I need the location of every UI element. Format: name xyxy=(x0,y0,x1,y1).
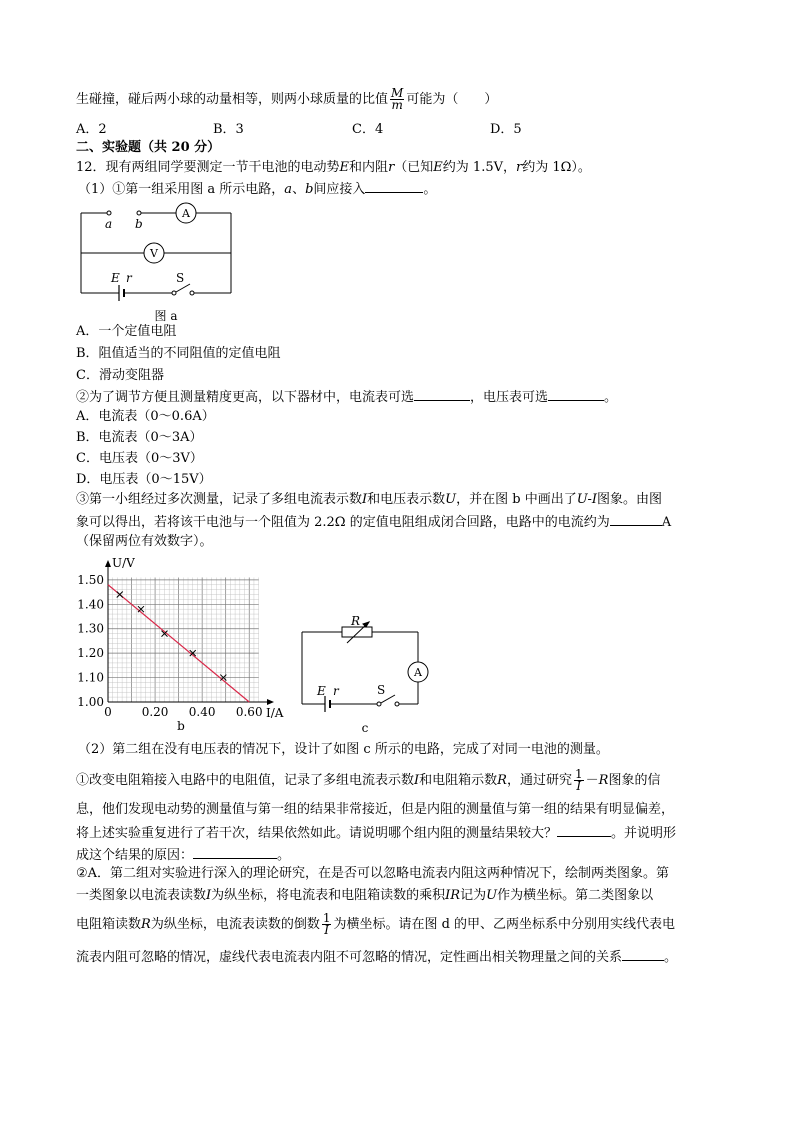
y-tick-label: 1.00 xyxy=(77,695,104,709)
option-2d[interactable]: D．电压表（0～15V） xyxy=(76,472,212,487)
x-tick-label: 0.20 xyxy=(141,705,169,719)
switch-label: S xyxy=(176,271,185,285)
q12-part6-line2: 一类图象以电流表读数I为纵坐标，将电流表和电阻箱读数的乘积IR记为U作为横坐标。第二类图象以 xyxy=(76,888,654,903)
y-tick-label: 1.30 xyxy=(77,621,104,636)
option-2a[interactable]: A．电流表（0～0.6A） xyxy=(76,409,215,424)
answer-blank-reason[interactable] xyxy=(193,844,277,859)
q12-part5-line1: ①改变电阻箱接入电路中的电阻值，记录了多组电流表示数I和电阻箱示数R，通过研究 $\frac{1}{I}$ －R图象的信 xyxy=(76,767,661,793)
y-tick-label: 1.10 xyxy=(77,670,104,685)
answer-blank-sketch[interactable] xyxy=(622,946,664,961)
answer-blank-ammeter[interactable] xyxy=(414,386,470,401)
x-tick-label: 0.40 xyxy=(188,705,216,719)
ui-chart-b xyxy=(70,555,295,735)
terminal-a-label: a xyxy=(105,217,113,231)
terminal-b-label: b xyxy=(135,217,143,231)
q12-part3-line1: ③第一小组经过多次测量，记录了多组电流表示数I和电压表示数U，并在图 b 中画出了U-I图象。由图 xyxy=(76,492,663,507)
x-axis-arrow xyxy=(267,699,274,705)
q12-intro: 12．现有两组同学要测定一节干电池的电动势E和内阻r（已知E约为 1.5V，r约为 1Ω）。 xyxy=(76,160,591,175)
answer-blank-ab[interactable] xyxy=(365,178,423,193)
q12-part6-line1: ②A．第二组对实验进行深入的理论研究，在是否可以忽略电流表内阻这两种情况下，绘制两类图象。第 xyxy=(76,866,670,881)
q12-part6-line3: 电阻箱读数R为纵坐标，电流表读数的倒数 $\frac{1}{I}$ 为横坐标。请在图 d 的甲、乙两坐标系中分别用实线代表电 xyxy=(76,911,676,937)
x-axis-label: I/A xyxy=(266,706,284,720)
y-axis-arrow xyxy=(105,560,111,567)
circuit-figure-a xyxy=(76,200,236,325)
q12-part1: （1）①第一组采用图 a 所示电路，a、b间应接入 。 xyxy=(78,178,436,200)
q12-part3-line2: 象可以得出，若将该干电池与一个阻值为 2.2Ω 的定值电阻组成闭合回路，电路中的电流约为 A xyxy=(76,511,671,533)
switch-c-label: S xyxy=(377,683,386,697)
option-1c[interactable]: C．滑动变阻器 xyxy=(76,368,164,383)
mass-ratio-fraction: $\frac{M}{m}$ xyxy=(391,86,404,112)
q11-option-c[interactable]: C．4 xyxy=(352,122,384,137)
emf-label: E xyxy=(111,271,120,285)
voltmeter-label: V xyxy=(150,247,158,260)
q12-part6-line4: 流表内阻可忽略的情况，虚线代表电流表内阻不可忽略的情况，定性画出相关物理量之间的关系 。 xyxy=(76,946,677,968)
q12-part5-line2: 息，他们发现电动势的测量值与第一组的结果非常接近，但是内阻的测量值与第一组的结果有明显偏差， xyxy=(76,802,675,817)
q11-option-a[interactable]: A．2 xyxy=(76,122,107,137)
one-over-i-fraction: $\frac{1}{I}$ xyxy=(574,767,583,793)
y-axis-label: U/V xyxy=(112,556,135,570)
internal-r-c-label: r xyxy=(333,684,339,698)
y-tick-label: 1.50 xyxy=(77,572,104,587)
answer-blank-voltmeter[interactable] xyxy=(548,386,604,401)
option-1b[interactable]: B．阻值适当的不同阻值的定值电阻 xyxy=(76,346,281,361)
figure-c-caption: c xyxy=(361,721,369,735)
q11-line: 生碰撞，碰后两小球的动量相等，则两小球质量的比值 $\frac{M}{m}$ 可能为（ ） xyxy=(76,86,498,112)
q12-part5-line4: 成这个结果的原因： 。 xyxy=(76,844,290,866)
rheostat-label: R xyxy=(351,614,361,628)
q12-part3-line3: （保留两位有效数字）。 xyxy=(76,534,213,549)
internal-r-label: r xyxy=(126,271,132,285)
y-tick-label: 1.40 xyxy=(77,597,104,612)
answer-blank-current[interactable] xyxy=(610,511,662,526)
x-tick-label: 0 xyxy=(104,705,112,719)
q11-option-d[interactable]: D．5 xyxy=(490,122,522,137)
y-tick-label: 1.20 xyxy=(77,646,104,661)
option-2b[interactable]: B．电流表（0～3A） xyxy=(76,430,203,445)
option-2c[interactable]: C．电压表（0～3V） xyxy=(76,451,203,466)
option-1a[interactable]: A．一个定值电阻 xyxy=(76,324,177,339)
figure-b-caption: b xyxy=(177,719,185,733)
ammeter-c-label: A xyxy=(414,666,422,679)
q12-part5-line3: 将上述实验重复进行了若干次，结果依然如此。请说明哪个组内阻的测量结果较大？ 。并说明形 xyxy=(76,822,676,844)
figure-a-caption: 图 a xyxy=(154,309,178,323)
ammeter-label: A xyxy=(182,207,190,220)
q12-part4: （2）第二组在没有电压表的情况下，设计了如图 c 所示的电路，完成了对同一电池的测量。 xyxy=(78,742,609,757)
q12-part2: ②为了调节方便且测量精度更高，以下器材中，电流表可选 ，电压表可选 。 xyxy=(76,386,617,408)
emf-c-label: E xyxy=(317,684,326,698)
one-over-i-fraction-2: $\frac{1}{I}$ xyxy=(322,911,331,937)
x-tick-label: 0.60 xyxy=(235,705,263,719)
answer-blank-which-group[interactable] xyxy=(557,822,611,837)
circuit-figure-c xyxy=(297,614,437,736)
q11-option-b[interactable]: B．3 xyxy=(213,122,244,137)
section-heading: 二、实验题（共 20 分） xyxy=(76,140,221,155)
